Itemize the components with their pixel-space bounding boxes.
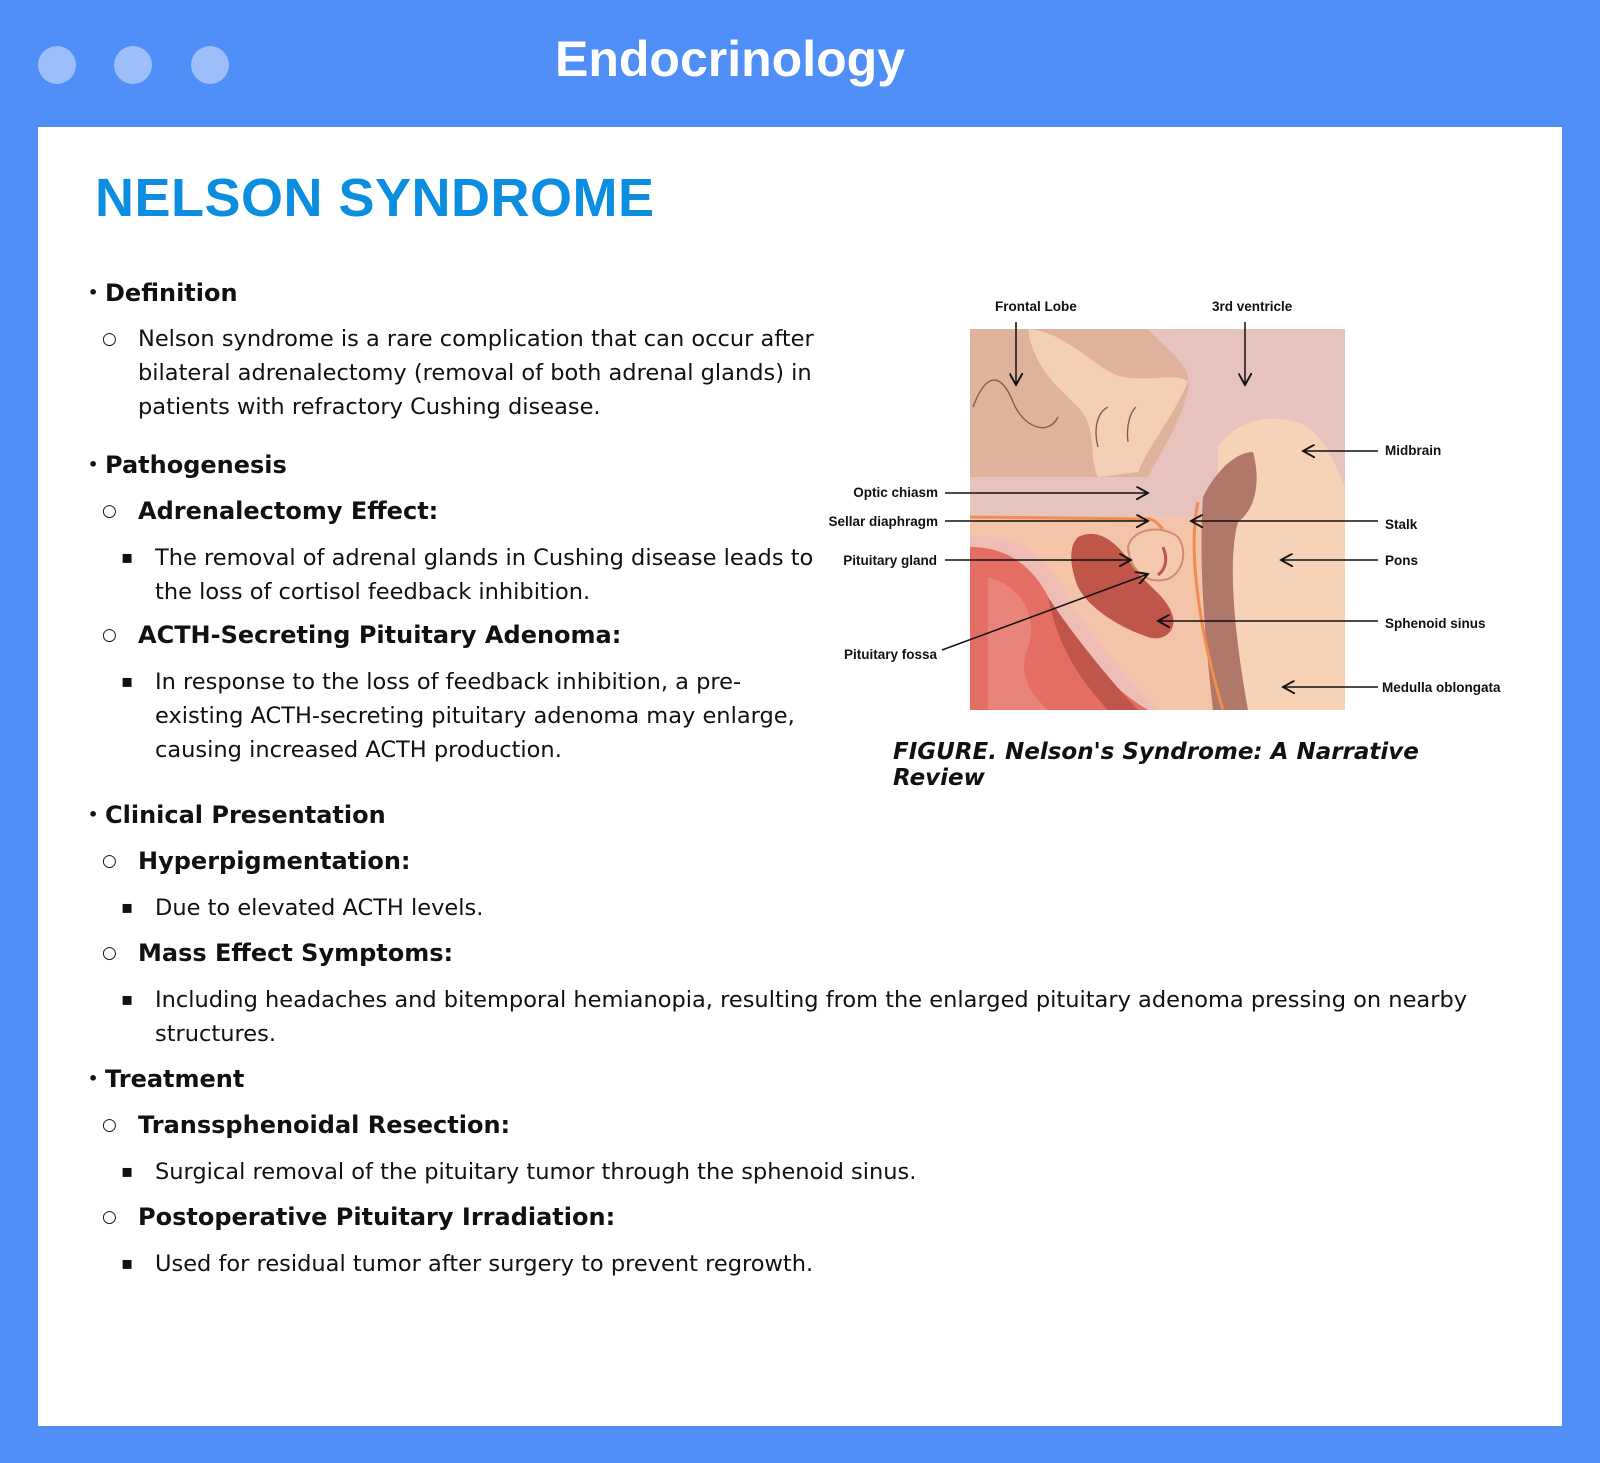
label-pituitary-gland: Pituitary gland [843,553,937,568]
pituitary-anatomy-diagram [828,295,1588,805]
window-titlebar [0,0,1600,127]
label-pituitary-fossa: Pituitary fossa [843,647,937,662]
label-third-ventricle: 3rd ventricle [1212,299,1293,314]
label-frontal-lobe: Frontal Lobe [995,299,1077,314]
treatment-item-title: ○ Transsphenoidal Resection: [102,1109,1528,1141]
pathogenesis-item-title: ○ Adrenalectomy Effect: [102,495,828,527]
window-title: Endocrinology [555,31,905,87]
treatment-section [88,1063,1528,1281]
definition-heading: • Definition [88,277,828,309]
figure-caption: FIGURE. Nelson's Syndrome: A Narrative Review [893,739,1419,791]
clinical-section [88,799,1528,1051]
pathogenesis-item-title: ○ ACTH-Secreting Pituitary Adenoma: [102,619,828,651]
label-midbrain: Midbrain [1385,443,1442,458]
clinical-item-detail: ▪ Including headaches and bitemporal hemianopia, resulting from the enlarged pituitary adenoma pressing on nearby structures. [102,983,1485,1051]
definition-section [88,277,828,424]
label-medulla-oblongata: Medulla oblongata [1382,680,1501,695]
pathogenesis-item-detail: ▪ In response to the loss of feedback inhibition, a pre-existing ACTH-secreting pituitary adenoma may enlarge, causing increased ACTH production. [102,665,828,767]
anatomy-illustration [970,329,1345,710]
label-sphenoid-sinus: Sphenoid sinus [1385,616,1486,631]
pathogenesis-item-detail: ▪ The removal of adrenal glands in Cushing disease leads to the loss of cortisol feedback inhibition. [102,541,828,609]
clinical-item-title: ○ Hyperpigmentation: [102,845,1528,877]
label-stalk: Stalk [1385,517,1418,532]
treatment-item-detail: ▪ Used for residual tumor after surgery to prevent regrowth. [102,1247,1528,1281]
label-optic-chiasm: Optic chiasm [853,485,938,500]
content-panel [38,127,1562,1426]
pathogenesis-heading: • Pathogenesis [88,449,828,481]
treatment-item-detail: ▪ Surgical removal of the pituitary tumor through the sphenoid sinus. [102,1155,1528,1189]
label-pons: Pons [1385,553,1419,568]
page-title: NELSON SYNDROME [95,168,655,228]
definition-text: ○ Nelson syndrome is a rare complication that can occur after bilateral adrenalectomy (removal of both adrenal glands) in patients with refractory Cushing disease. [102,322,828,424]
treatment-heading: • Treatment [88,1063,1528,1095]
label-sellar-diaphragm: Sellar diaphragm [828,514,938,529]
pathogenesis-section [88,449,828,767]
clinical-item-title: ○ Mass Effect Symptoms: [102,937,1528,969]
treatment-item-title: ○ Postoperative Pituitary Irradiation: [102,1201,1528,1233]
clinical-item-detail: ▪ Due to elevated ACTH levels. [102,891,1528,925]
clinical-heading: • Clinical Presentation [88,799,1528,831]
